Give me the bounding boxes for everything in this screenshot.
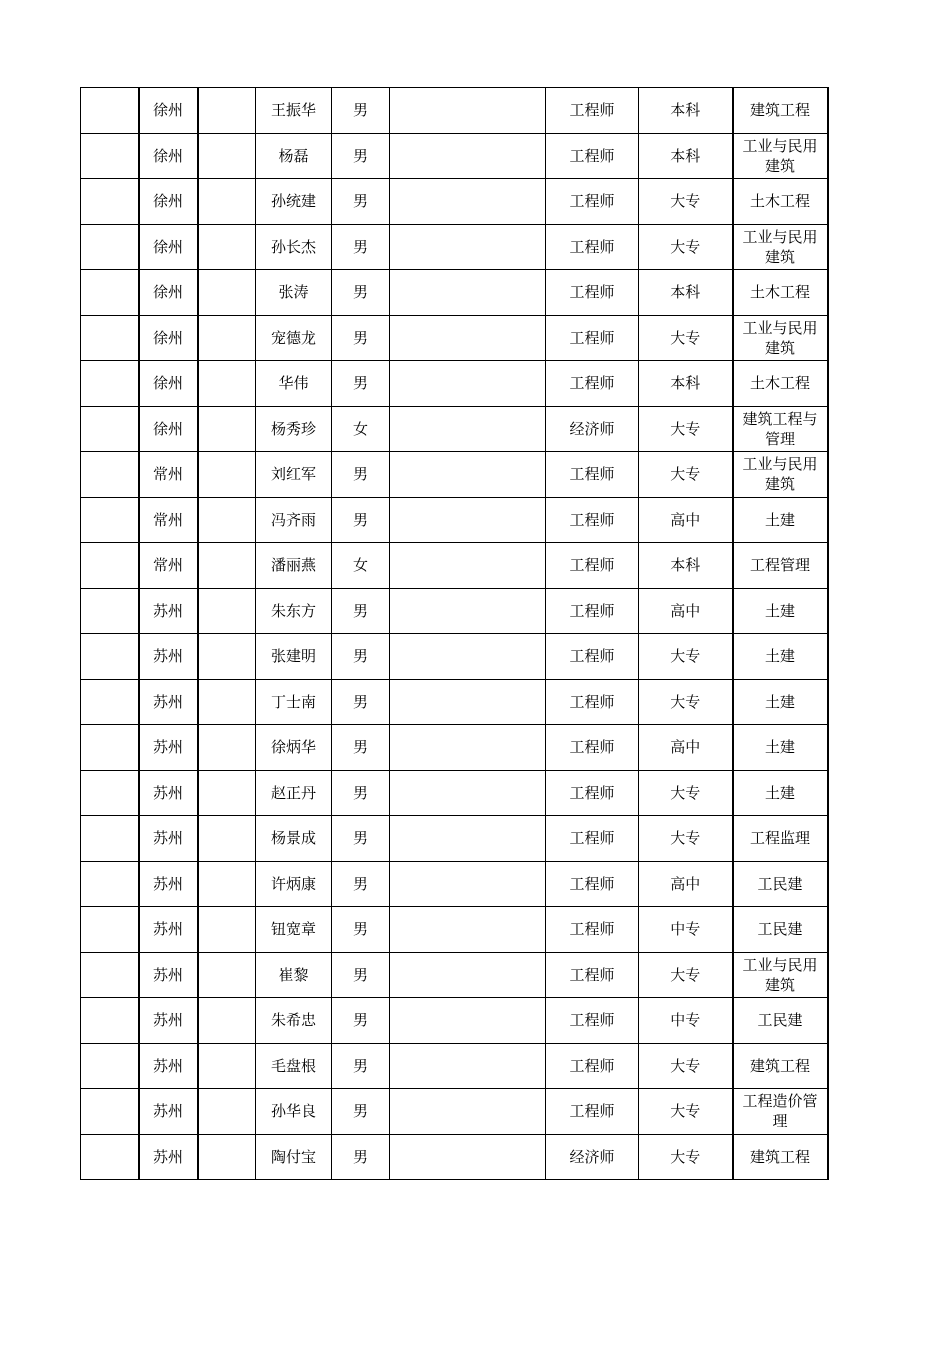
major-cell: 建筑工程与管理 <box>733 406 828 452</box>
title-cell: 工程师 <box>546 224 639 270</box>
blank-wide-cell <box>390 861 546 907</box>
city-cell: 苏州 <box>139 1134 198 1180</box>
major-cell: 工业与民用建筑 <box>733 452 828 498</box>
major-cell: 工业与民用建筑 <box>733 952 828 998</box>
gender-cell: 男 <box>332 1089 390 1135</box>
gender-cell: 男 <box>332 907 390 953</box>
blank-wide-cell <box>390 952 546 998</box>
title-cell: 工程师 <box>546 725 639 771</box>
table-row <box>81 1043 828 1089</box>
major-cell: 工程管理 <box>733 543 828 589</box>
city-cell: 苏州 <box>139 725 198 771</box>
education-cell: 大专 <box>639 179 733 225</box>
gender-cell: 男 <box>332 1043 390 1089</box>
table-row <box>81 315 828 361</box>
name-cell: 张建明 <box>256 634 332 680</box>
city-cell: 苏州 <box>139 998 198 1044</box>
city-cell: 常州 <box>139 497 198 543</box>
name-cell: 冯齐雨 <box>256 497 332 543</box>
blank-wide-cell <box>390 588 546 634</box>
major-cell: 土建 <box>733 588 828 634</box>
blank-wide-cell <box>390 543 546 589</box>
index-cell <box>81 679 139 725</box>
title-cell: 工程师 <box>546 998 639 1044</box>
education-cell: 本科 <box>639 270 733 316</box>
title-cell: 工程师 <box>546 1043 639 1089</box>
table-row <box>81 770 828 816</box>
table-body <box>81 88 828 1180</box>
index-cell <box>81 497 139 543</box>
blank-cell <box>198 1089 256 1135</box>
name-cell: 刘红军 <box>256 452 332 498</box>
major-cell: 建筑工程 <box>733 88 828 134</box>
city-cell: 苏州 <box>139 588 198 634</box>
index-cell <box>81 88 139 134</box>
major-cell: 工民建 <box>733 998 828 1044</box>
title-cell: 工程师 <box>546 315 639 361</box>
city-cell: 苏州 <box>139 907 198 953</box>
blank-cell <box>198 88 256 134</box>
table-row <box>81 88 828 134</box>
title-cell: 工程师 <box>546 1089 639 1135</box>
gender-cell: 女 <box>332 406 390 452</box>
gender-cell: 男 <box>332 725 390 771</box>
title-cell: 工程师 <box>546 133 639 179</box>
title-cell: 工程师 <box>546 861 639 907</box>
major-cell: 工民建 <box>733 861 828 907</box>
blank-wide-cell <box>390 406 546 452</box>
blank-cell <box>198 452 256 498</box>
gender-cell: 男 <box>332 998 390 1044</box>
name-cell: 陶付宝 <box>256 1134 332 1180</box>
blank-wide-cell <box>390 224 546 270</box>
name-cell: 张涛 <box>256 270 332 316</box>
blank-wide-cell <box>390 770 546 816</box>
blank-cell <box>198 725 256 771</box>
index-cell <box>81 224 139 270</box>
blank-wide-cell <box>390 725 546 771</box>
blank-cell <box>198 543 256 589</box>
title-cell: 工程师 <box>546 816 639 862</box>
gender-cell: 男 <box>332 133 390 179</box>
gender-cell: 男 <box>332 179 390 225</box>
blank-wide-cell <box>390 816 546 862</box>
major-cell: 土木工程 <box>733 179 828 225</box>
major-cell: 土木工程 <box>733 270 828 316</box>
education-cell: 大专 <box>639 452 733 498</box>
gender-cell: 男 <box>332 861 390 907</box>
name-cell: 孙华良 <box>256 1089 332 1135</box>
education-cell: 大专 <box>639 952 733 998</box>
blank-cell <box>198 1134 256 1180</box>
gender-cell: 男 <box>332 497 390 543</box>
major-cell: 工程造价管理 <box>733 1089 828 1135</box>
education-cell: 本科 <box>639 361 733 407</box>
blank-cell <box>198 1043 256 1089</box>
education-cell: 大专 <box>639 406 733 452</box>
title-cell: 工程师 <box>546 88 639 134</box>
name-cell: 毛盘根 <box>256 1043 332 1089</box>
gender-cell: 男 <box>332 770 390 816</box>
index-cell <box>81 952 139 998</box>
city-cell: 徐州 <box>139 179 198 225</box>
blank-cell <box>198 816 256 862</box>
gender-cell: 男 <box>332 634 390 680</box>
table-row <box>81 270 828 316</box>
title-cell: 工程师 <box>546 179 639 225</box>
title-cell: 工程师 <box>546 770 639 816</box>
blank-wide-cell <box>390 179 546 225</box>
blank-wide-cell <box>390 133 546 179</box>
education-cell: 高中 <box>639 861 733 907</box>
major-cell: 土建 <box>733 770 828 816</box>
name-cell: 朱东方 <box>256 588 332 634</box>
title-cell: 工程师 <box>546 588 639 634</box>
table-row <box>81 133 828 179</box>
blank-wide-cell <box>390 361 546 407</box>
blank-wide-cell <box>390 1134 546 1180</box>
table-row <box>81 361 828 407</box>
gender-cell: 女 <box>332 543 390 589</box>
major-cell: 工业与民用建筑 <box>733 315 828 361</box>
name-cell: 孙长杰 <box>256 224 332 270</box>
table-row <box>81 452 828 498</box>
major-cell: 土建 <box>733 725 828 771</box>
gender-cell: 男 <box>332 679 390 725</box>
gender-cell: 男 <box>332 588 390 634</box>
blank-cell <box>198 998 256 1044</box>
blank-cell <box>198 952 256 998</box>
education-cell: 大专 <box>639 315 733 361</box>
blank-cell <box>198 497 256 543</box>
name-cell: 赵正丹 <box>256 770 332 816</box>
table-row <box>81 725 828 771</box>
city-cell: 常州 <box>139 452 198 498</box>
city-cell: 苏州 <box>139 861 198 907</box>
index-cell <box>81 543 139 589</box>
gender-cell: 男 <box>332 88 390 134</box>
gender-cell: 男 <box>332 224 390 270</box>
table-row <box>81 179 828 225</box>
city-cell: 苏州 <box>139 1043 198 1089</box>
city-cell: 徐州 <box>139 88 198 134</box>
title-cell: 工程师 <box>546 543 639 589</box>
index-cell <box>81 1134 139 1180</box>
education-cell: 本科 <box>639 133 733 179</box>
blank-wide-cell <box>390 634 546 680</box>
title-cell: 工程师 <box>546 452 639 498</box>
name-cell: 杨秀珍 <box>256 406 332 452</box>
index-cell <box>81 816 139 862</box>
name-cell: 华伟 <box>256 361 332 407</box>
table-row <box>81 406 828 452</box>
major-cell: 土建 <box>733 679 828 725</box>
index-cell <box>81 361 139 407</box>
name-cell: 王振华 <box>256 88 332 134</box>
city-cell: 常州 <box>139 543 198 589</box>
education-cell: 本科 <box>639 88 733 134</box>
name-cell: 潘丽燕 <box>256 543 332 589</box>
education-cell: 大专 <box>639 634 733 680</box>
title-cell: 工程师 <box>546 634 639 680</box>
title-cell: 工程师 <box>546 952 639 998</box>
education-cell: 大专 <box>639 770 733 816</box>
blank-cell <box>198 270 256 316</box>
index-cell <box>81 770 139 816</box>
gender-cell: 男 <box>332 952 390 998</box>
blank-wide-cell <box>390 679 546 725</box>
index-cell <box>81 270 139 316</box>
title-cell: 工程师 <box>546 270 639 316</box>
table-row <box>81 1134 828 1180</box>
major-cell: 土建 <box>733 634 828 680</box>
blank-cell <box>198 770 256 816</box>
education-cell: 大专 <box>639 1043 733 1089</box>
city-cell: 徐州 <box>139 133 198 179</box>
table-row <box>81 998 828 1044</box>
table-row <box>81 679 828 725</box>
city-cell: 徐州 <box>139 270 198 316</box>
major-cell: 建筑工程 <box>733 1043 828 1089</box>
gender-cell: 男 <box>332 361 390 407</box>
city-cell: 苏州 <box>139 1089 198 1135</box>
blank-cell <box>198 634 256 680</box>
gender-cell: 男 <box>332 816 390 862</box>
table-row <box>81 907 828 953</box>
blank-cell <box>198 588 256 634</box>
title-cell: 经济师 <box>546 406 639 452</box>
education-cell: 大专 <box>639 679 733 725</box>
city-cell: 徐州 <box>139 315 198 361</box>
index-cell <box>81 998 139 1044</box>
blank-wide-cell <box>390 88 546 134</box>
name-cell: 杨景成 <box>256 816 332 862</box>
table-row <box>81 952 828 998</box>
index-cell <box>81 1089 139 1135</box>
index-cell <box>81 406 139 452</box>
blank-cell <box>198 907 256 953</box>
name-cell: 宠德龙 <box>256 315 332 361</box>
blank-cell <box>198 315 256 361</box>
blank-cell <box>198 861 256 907</box>
blank-wide-cell <box>390 998 546 1044</box>
index-cell <box>81 179 139 225</box>
name-cell: 朱希忠 <box>256 998 332 1044</box>
index-cell <box>81 1043 139 1089</box>
title-cell: 经济师 <box>546 1134 639 1180</box>
index-cell <box>81 452 139 498</box>
index-cell <box>81 725 139 771</box>
name-cell: 徐炳华 <box>256 725 332 771</box>
blank-cell <box>198 406 256 452</box>
education-cell: 高中 <box>639 497 733 543</box>
table-row <box>81 224 828 270</box>
blank-cell <box>198 361 256 407</box>
blank-cell <box>198 179 256 225</box>
blank-wide-cell <box>390 1043 546 1089</box>
city-cell: 苏州 <box>139 679 198 725</box>
blank-wide-cell <box>390 270 546 316</box>
table-row <box>81 588 828 634</box>
index-cell <box>81 861 139 907</box>
blank-cell <box>198 133 256 179</box>
gender-cell: 男 <box>332 1134 390 1180</box>
education-cell: 中专 <box>639 907 733 953</box>
education-cell: 本科 <box>639 543 733 589</box>
major-cell: 工业与民用建筑 <box>733 224 828 270</box>
title-cell: 工程师 <box>546 907 639 953</box>
name-cell: 崔黎 <box>256 952 332 998</box>
education-cell: 高中 <box>639 725 733 771</box>
city-cell: 苏州 <box>139 816 198 862</box>
name-cell: 杨磊 <box>256 133 332 179</box>
blank-wide-cell <box>390 907 546 953</box>
city-cell: 徐州 <box>139 224 198 270</box>
blank-wide-cell <box>390 452 546 498</box>
major-cell: 工业与民用建筑 <box>733 133 828 179</box>
index-cell <box>81 907 139 953</box>
education-cell: 大专 <box>639 816 733 862</box>
index-cell <box>81 634 139 680</box>
education-cell: 中专 <box>639 998 733 1044</box>
major-cell: 土木工程 <box>733 361 828 407</box>
education-cell: 大专 <box>639 1089 733 1135</box>
city-cell: 苏州 <box>139 634 198 680</box>
name-cell: 许炳康 <box>256 861 332 907</box>
city-cell: 苏州 <box>139 770 198 816</box>
table-row <box>81 543 828 589</box>
table-row <box>81 1089 828 1135</box>
title-cell: 工程师 <box>546 361 639 407</box>
education-cell: 高中 <box>639 588 733 634</box>
city-cell: 苏州 <box>139 952 198 998</box>
gender-cell: 男 <box>332 452 390 498</box>
title-cell: 工程师 <box>546 679 639 725</box>
table-row <box>81 497 828 543</box>
gender-cell: 男 <box>332 270 390 316</box>
table-row <box>81 861 828 907</box>
blank-cell <box>198 679 256 725</box>
name-cell: 丁士南 <box>256 679 332 725</box>
table-row <box>81 816 828 862</box>
city-cell: 徐州 <box>139 406 198 452</box>
major-cell: 工民建 <box>733 907 828 953</box>
index-cell <box>81 588 139 634</box>
title-cell: 工程师 <box>546 497 639 543</box>
index-cell <box>81 315 139 361</box>
table-row <box>81 634 828 680</box>
personnel-table <box>80 87 829 1180</box>
name-cell: 钮宽章 <box>256 907 332 953</box>
blank-wide-cell <box>390 315 546 361</box>
blank-wide-cell <box>390 497 546 543</box>
gender-cell: 男 <box>332 315 390 361</box>
name-cell: 孙统建 <box>256 179 332 225</box>
major-cell: 土建 <box>733 497 828 543</box>
major-cell: 工程监理 <box>733 816 828 862</box>
blank-cell <box>198 224 256 270</box>
education-cell: 大专 <box>639 1134 733 1180</box>
major-cell: 建筑工程 <box>733 1134 828 1180</box>
education-cell: 大专 <box>639 224 733 270</box>
blank-wide-cell <box>390 1089 546 1135</box>
index-cell <box>81 133 139 179</box>
city-cell: 徐州 <box>139 361 198 407</box>
